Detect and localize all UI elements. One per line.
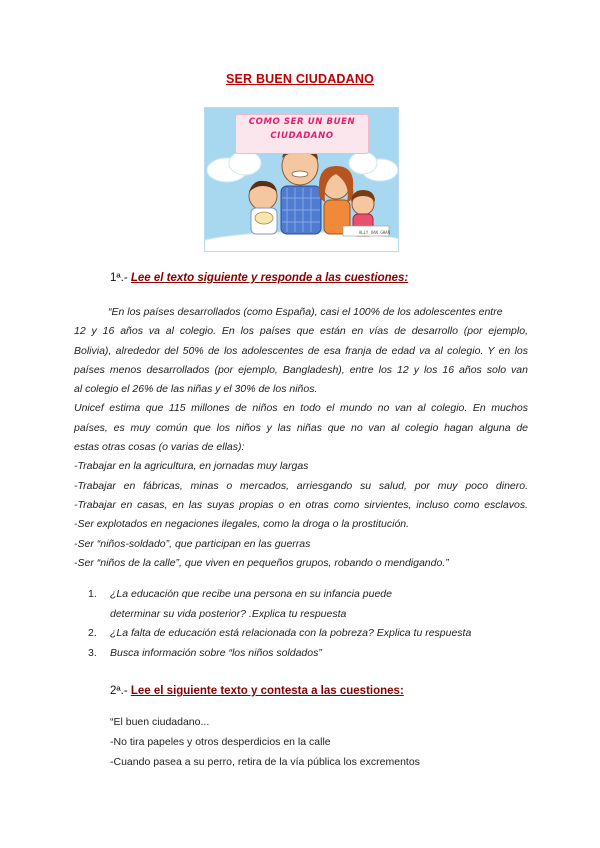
text-line: Bolivia), alrededor del 50% de los adolescentes de esa franja de edad va al colegio. Y en los: [74, 344, 528, 357]
text-line: -Ser explotados en negaciones ilegales, como la droga o la prostitución.: [74, 518, 410, 531]
question-item: [88, 585, 410, 624]
cover-banner-line2: CIUDADANO: [270, 131, 334, 141]
question-item: [88, 624, 528, 644]
text-line: -Trabajar en la agricultura, en jornadas muy largas: [74, 460, 309, 473]
text-line: países, es muy común que los niños y las niñas que no van al colegio hagan alguna de: [74, 421, 528, 434]
section1-text: [74, 303, 528, 573]
question-item: [88, 644, 528, 664]
cover-banner: [235, 114, 369, 154]
text-line: -No tira papeles y otros desperdicios en la calle: [110, 736, 331, 748]
text-line: “En los países desarrollados (como España), casi el 100% de los adolescentes entre: [108, 306, 503, 318]
text-line: 12 y 16 años va al colegio. En los países que están en vías de desarrollo (por ejemplo,: [74, 325, 528, 338]
cover-illustration: [204, 107, 399, 252]
cover-caption: ALLY VAN GHAN: [358, 230, 390, 235]
text-line: países menos desarrollados (por ejemplo, Bangladesh), entre los 12 y los 16 años solo van: [74, 363, 528, 376]
section1-number: 1ª.-: [110, 272, 131, 284]
section2-text: [110, 712, 420, 772]
question-number: 2.: [88, 627, 97, 639]
question-number: 1.: [88, 588, 97, 600]
section2-number: 2ª.-: [110, 685, 131, 697]
text-line: -Ser “niños de la calle”, que viven en pequeños grupos, robando o mendigando.”: [74, 556, 449, 569]
text-line: Unicef estima que 115 millones de niños en todo el mundo no van al colegio. En muchos: [74, 402, 528, 415]
cover-banner-line1: COMO SER UN BUEN: [248, 117, 356, 127]
question-list: [88, 585, 528, 663]
section2-heading: [110, 685, 404, 697]
section2-label: Lee el siguiente texto y contesta a las cuestiones:: [130, 685, 404, 697]
question-number: 3.: [88, 646, 97, 659]
section1-label: Lee el texto siguiente y responde a las cuestiones:: [130, 272, 409, 284]
question-text: ¿La educación que recibe una persona en su infancia puede determinar su vida posterior? .Explica tu respuesta: [110, 588, 392, 620]
section1-heading: [110, 272, 408, 284]
text-line: estas otras cosas (o varias de ellas):: [74, 441, 245, 454]
text-line: -Cuando pasea a su perro, retira de la vía pública los excrementos: [110, 756, 420, 768]
text-line: “El buen ciudadano...: [110, 716, 210, 728]
text-line: -Ser “niños-soldado”, que participan en las guerras: [74, 537, 311, 550]
question-text: Busca información sobre “los niños soldados”: [110, 646, 322, 659]
text-line: -Trabajar en casas, en las suyas propias o en otras como sirvientes, incluso como esclavos.: [74, 498, 528, 511]
question-text: ¿La falta de educación está relacionada con la pobreza? Explica tu respuesta: [110, 627, 472, 639]
document-title: SER BUEN CIUDADANO: [225, 72, 375, 86]
text-line: -Trabajar en fábricas, minas o mercados, arriesgando su salud, por muy poco dinero.: [74, 479, 528, 492]
text-line: al colegio el 26% de las niñas y el 30% de los niños.: [74, 383, 318, 396]
